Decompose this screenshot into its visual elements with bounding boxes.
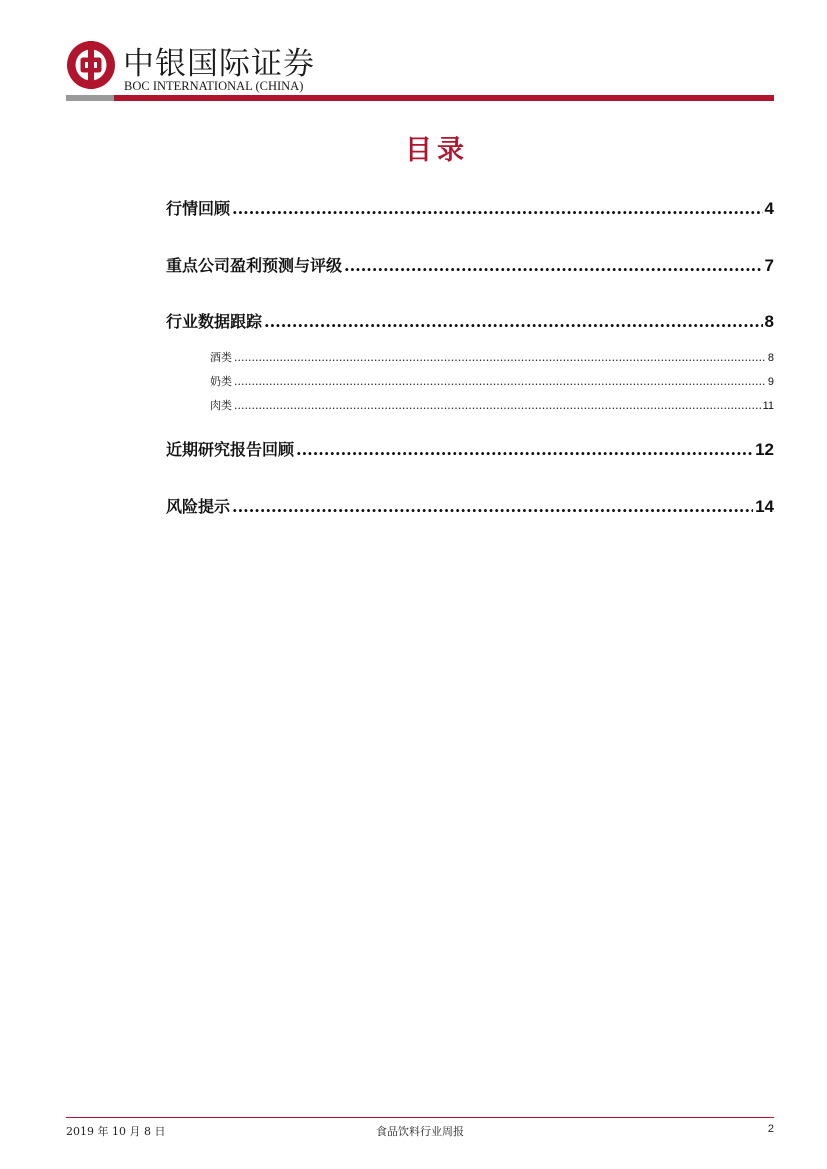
toc-leader-dots xyxy=(296,440,753,459)
toc-entry-page: 7 xyxy=(764,256,774,275)
toc-entry-recent-reports[interactable] xyxy=(166,437,774,459)
page-header xyxy=(66,36,774,102)
toc-leader-dots xyxy=(264,312,763,331)
toc-entry-label: 肉类 xyxy=(210,399,232,412)
footer-date: 2019 年 10 月 8 日 xyxy=(66,1125,166,1138)
toc-entry-page: 12 xyxy=(755,440,774,459)
toc-entry-dairy[interactable] xyxy=(166,373,774,389)
toc-leader-dots xyxy=(232,497,753,516)
toc-entry-liquor[interactable] xyxy=(166,349,774,365)
toc-leader-dots xyxy=(232,199,763,218)
toc-entry-label: 酒类 xyxy=(210,351,232,364)
toc-entry-page: 4 xyxy=(764,199,774,218)
toc-entry-page: 11 xyxy=(762,400,774,412)
toc-leader-dots xyxy=(344,256,763,275)
header-rule xyxy=(66,95,774,101)
toc-leader-dots xyxy=(234,399,761,412)
page-footer xyxy=(66,1123,774,1139)
toc-entry-risk-warning[interactable] xyxy=(166,494,774,516)
toc-entry-page: 9 xyxy=(767,376,774,388)
footer-page-number: 2 xyxy=(767,1123,774,1135)
brand-name-en: BOC INTERNATIONAL (CHINA) xyxy=(124,79,304,93)
toc-entry-label: 行情回顾 xyxy=(166,199,231,218)
toc-entry-label: 重点公司盈利预测与评级 xyxy=(166,256,343,275)
toc-entry-page: 8 xyxy=(767,352,774,364)
toc-entry-label: 风险提示 xyxy=(166,497,231,516)
footer-rule xyxy=(66,1117,774,1118)
brand-name-cn: 中银国际证券 xyxy=(123,46,315,82)
toc-entry-label: 近期研究报告回顾 xyxy=(166,440,295,459)
toc-entry-industry-data[interactable] xyxy=(166,309,774,331)
toc-entry-label: 行业数据跟踪 xyxy=(166,312,263,331)
header-rule-grey xyxy=(66,95,114,101)
toc-entry-market-review[interactable] xyxy=(166,196,774,218)
toc-entry-label: 奶类 xyxy=(210,375,232,388)
toc-entry-page: 14 xyxy=(755,497,774,516)
header-rule-red xyxy=(114,95,774,101)
toc-leader-dots xyxy=(234,351,766,364)
footer-report-title: 食品饮料行业周报 xyxy=(376,1125,464,1138)
boc-logo-icon xyxy=(66,40,116,90)
toc-title: 目录 xyxy=(405,135,469,166)
toc-entry-earnings-forecast[interactable] xyxy=(166,253,774,275)
toc-entry-meat[interactable] xyxy=(166,397,774,413)
toc-entry-page: 8 xyxy=(764,312,774,331)
toc-leader-dots xyxy=(234,375,766,388)
